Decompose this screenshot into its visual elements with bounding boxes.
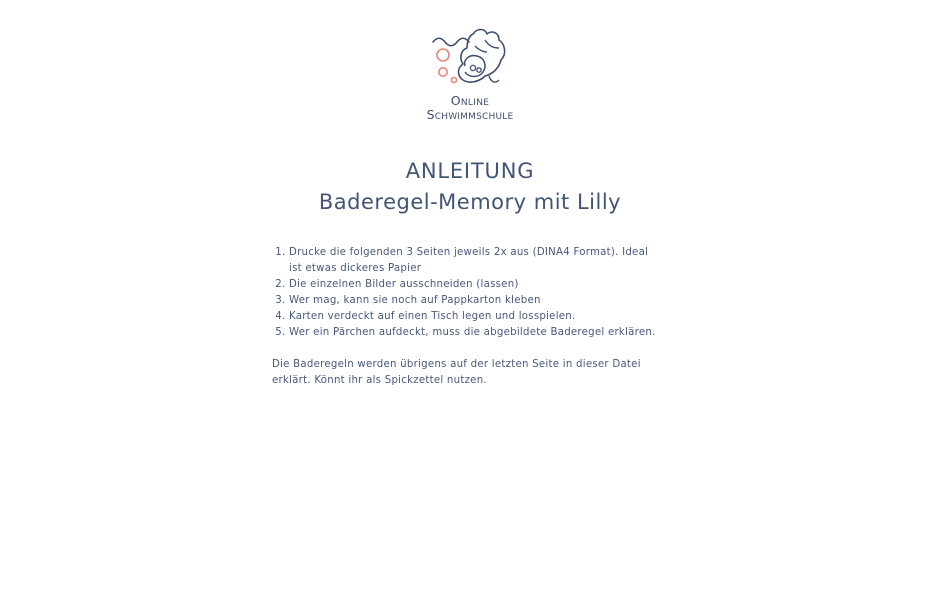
logo-line-online: Online [450, 93, 490, 108]
list-item: 2. Die einzelnen Bilder ausschneiden (lassen) [289, 277, 664, 293]
logo [405, 26, 535, 126]
note-paragraph: Die Baderegeln werden übrigens auf der letzten Seite in dieser Datei erklärt. Könnt ihr als Spickzettel nutzen. [272, 359, 641, 386]
page-title: ANLEITUNG [405, 159, 535, 183]
instructions [272, 245, 664, 389]
steps-list [272, 245, 664, 341]
logo-wordmark [405, 94, 535, 122]
page-subtitle: Baderegel-Memory mit Lilly [318, 190, 622, 214]
list-item: 3. Wer mag, kann sie noch auf Pappkarton kleben [289, 293, 664, 309]
list-item: 1. Drucke die folgenden 3 Seiten jeweils 2x aus (DINA4 Format). Ideal ist etwas dickeres Papier [289, 245, 664, 277]
logo-line-schwimmschule: Schwimmschule [426, 107, 514, 122]
swimmer-logo-icon [429, 26, 511, 90]
list-item: 4. Karten verdeckt auf einen Tisch legen und losspielen. [289, 309, 664, 325]
list-item: 5. Wer ein Pärchen aufdeckt, muss die abgebildete Baderegel erklären. [289, 325, 664, 341]
